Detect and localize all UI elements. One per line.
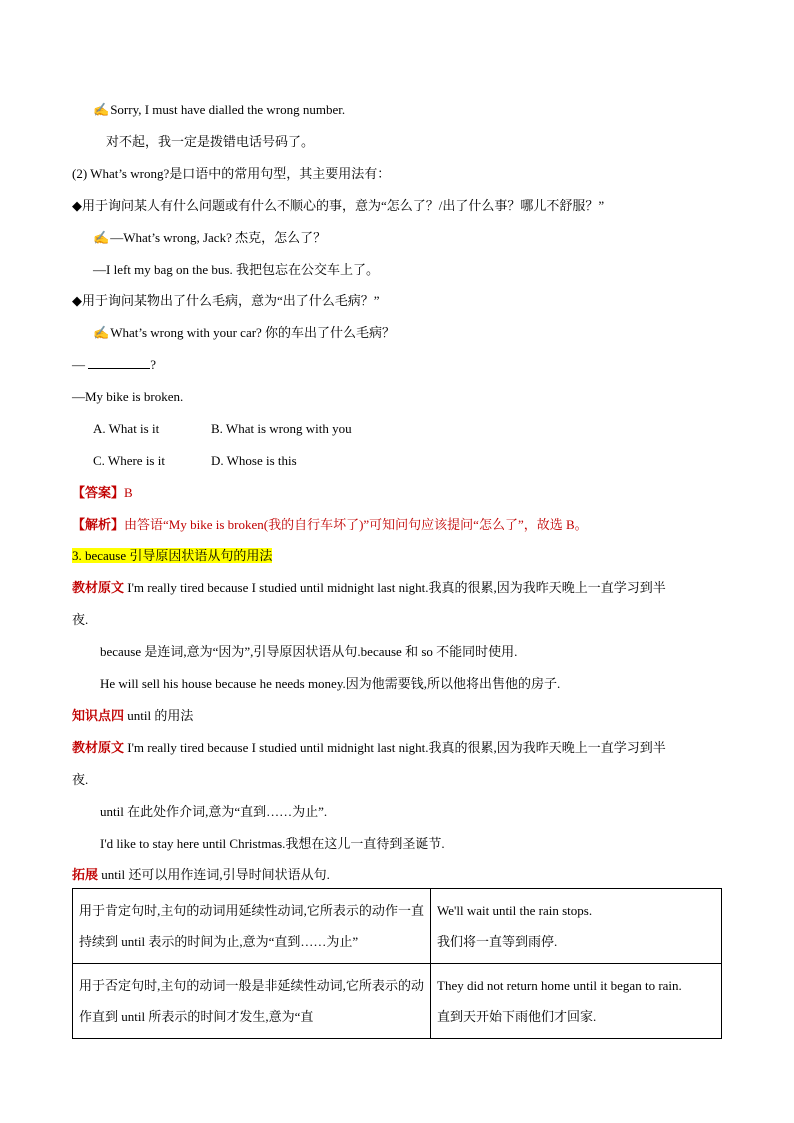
because-explanation: because 是连词,意为“因为”,引导原因状语从句.because 和 so 不能同时使用.: [100, 644, 518, 659]
section-heading-because: 3. because 引导原因状语从句的用法: [72, 548, 273, 563]
option-a: A. What is it: [93, 421, 160, 436]
answer-blank: [88, 356, 150, 369]
knowledge-point-label: 知识点四: [72, 708, 125, 723]
textbook-original-2-cont: 夜.: [72, 772, 89, 787]
exercise-question: — ?: [72, 357, 157, 372]
example-question: ✍—What’s wrong, Jack? 杰克，怎么了？: [93, 230, 327, 245]
textbook-original-1-cont: 夜.: [72, 612, 89, 627]
until-usage-table: [72, 888, 722, 1039]
table-row: [73, 964, 722, 1039]
extension-line: 拓展 until 还可以用作连词,引导时间状语从句.: [72, 867, 330, 882]
option-b: B. What is wrong with you: [211, 421, 352, 436]
answer-line: [72, 484, 133, 502]
option-c: C. Where is it: [93, 453, 165, 468]
knowledge-point-4: 知识点四 until 的用法: [72, 708, 194, 723]
option-d: D. Whose is this: [211, 453, 297, 468]
answer-value: B: [124, 485, 133, 500]
table-cell-example: [431, 964, 722, 1039]
textbook-original-2: 教材原文 I'm really tired because I studied until midnight last night.我真的很累,因为我昨天晚上一直学习到半: [72, 740, 666, 755]
usage-point-1: ◆用于询问某人有什么问题或有什么不顺心的事，意为“怎么了？/出了什么事？哪儿不舒服？”: [72, 198, 605, 213]
table-cell-example: [431, 889, 722, 964]
analysis-line: [72, 516, 588, 534]
until-example: I'd like to stay here until Christmas.我想在这儿一直待到圣诞节.: [100, 836, 445, 851]
answer-label: 【答案】: [72, 485, 125, 500]
example-translation: 对不起，我一定是拨错电话号码了。: [106, 134, 315, 149]
example-cn: 直到天开始下雨他们才回家.: [437, 1009, 597, 1024]
until-explanation: until 在此处作介词,意为“直到……为止”.: [100, 804, 328, 819]
extension-label: 拓展: [72, 867, 99, 882]
table-row: [73, 889, 722, 964]
usage-point-2: ◆用于询问某物出了什么毛病，意为“出了什么毛病？”: [72, 293, 380, 308]
analysis-text: 由答语“My bike is broken(我的自行车坏了)”可知问句应该提问“怎么了”，故选 B。: [124, 517, 588, 532]
example-en: They did not return home until it began to rain.: [437, 978, 682, 993]
analysis-label: 【解析】: [72, 517, 125, 532]
textbook-original-1: 教材原文 I'm really tired because I studied until midnight last night.我真的很累,因为我昨天晚上一直学习到半: [72, 580, 666, 595]
section-intro: (2) What’s wrong?是口语中的常用句型，其主要用法有：: [72, 166, 391, 181]
textbook-label: 教材原文: [72, 580, 125, 595]
because-example: He will sell his house because he needs money.因为他需要钱,所以他将出售他的房子.: [100, 676, 561, 691]
writing-hand-icon: ✍: [93, 230, 110, 245]
exercise-reply: —My bike is broken.: [72, 389, 184, 404]
writing-hand-icon: ✍: [93, 325, 110, 340]
example-sentence: ✍Sorry, I must have dialled the wrong number.: [93, 102, 346, 117]
example-en: We'll wait until the rain stops.: [437, 903, 593, 918]
example-sentence-car: ✍What’s wrong with your car? 你的车出了什么毛病？: [93, 325, 396, 340]
writing-hand-icon: ✍: [93, 102, 110, 117]
table-cell-usage: 用于肯定句时,主句的动词用延续性动词,它所表示的动作一直持续到 until 表示的时间为止,意为“直到……为止”: [73, 889, 431, 964]
example-answer: —I left my bag on the bus. 我把包忘在公交车上了。: [93, 262, 379, 277]
table-cell-usage: 用于否定句时,主句的动词一般是非延续性动词,它所表示的动作直到 until 所表示的时间才发生,意为“直: [73, 964, 431, 1039]
textbook-label: 教材原文: [72, 740, 125, 755]
example-cn: 我们将一直等到雨停.: [437, 934, 558, 949]
